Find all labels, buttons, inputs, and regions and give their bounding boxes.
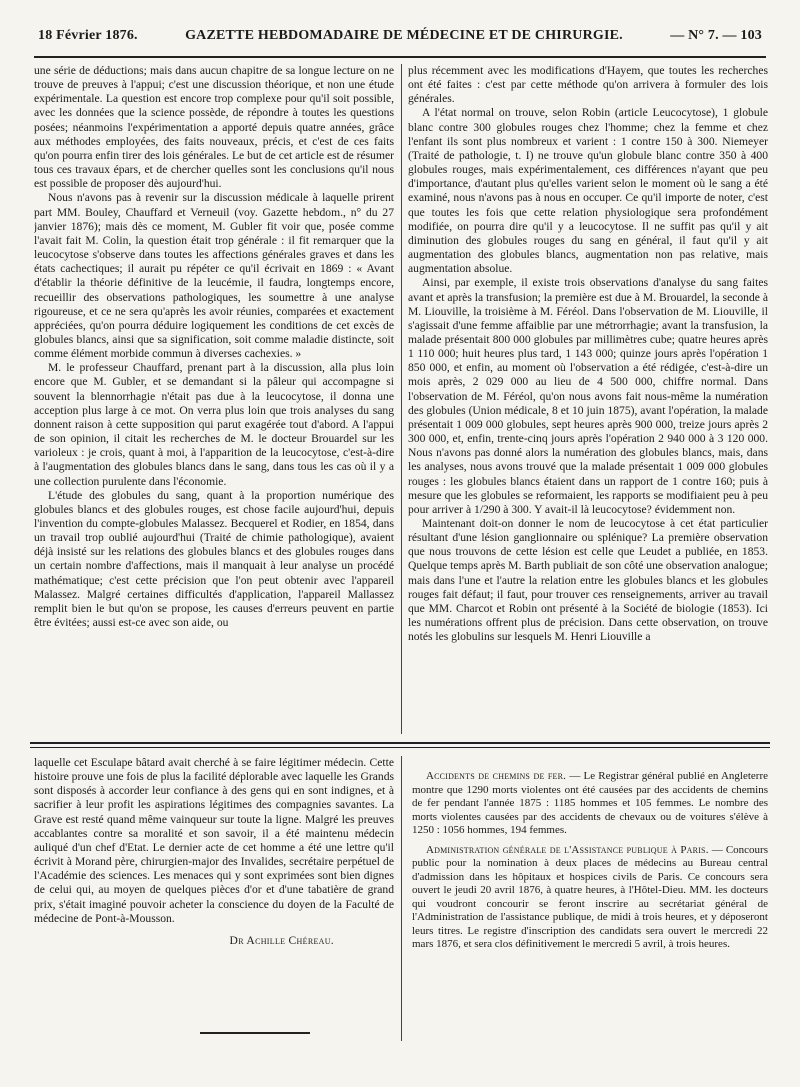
- paragraph: Ainsi, par exemple, il existe trois observations d'analyse du sang faites avant et après la transfusion; la première est due à M. Brouardel, la seconde à M. Liouville, la troisième à M. Féréol. Dans l'observation de M. Liouville, il s'agissait d'une femme affaiblie par une métrorrhagie; avant la transfusion, la malade présentait 800 000 globules par millimètres cube; quatre heures après 1 110 000; huit heures plus tard, 1 143 000; quinze jours après l'opération 1 850 000, et enfin, au moment où l'observation a été rédigée, c'est-à-dire un mois après, 2 029 000 au lieu de 4 500 000, chiffre normal. Dans l'observation de M. Féréol, qu'on nous avons fait nous-même la numération des globules (Union médicale, 8 et 10 juin 1875), avant l'opération, la malade présentait 1 009 000 globules, sept heures après 900 000, treize jours après 2 300 000, et, enfin, trente-cinq jours après l'opération 2 940 000 à 3 120 000. Nous n'avons pas donné alors la numération des globules blancs, mais, dans les analyses, nous avons trouvé que la malade présentait 1 009 000 globules rouges : les globules blancs étaient dans un rapport de 1 contre 160; puis à mesure que les globules se reformaient, les rapports se modifiaient peu à peu pour arriver à 1/290 à 300. Y avait-il là leucocytose? évidemment non.: [408, 276, 768, 516]
- author-signature: Dr Achille Chéreau.: [229, 933, 334, 947]
- section-rule-thin: [30, 747, 770, 748]
- header-issue-page: — N° 7. — 103: [670, 28, 762, 43]
- paragraph: plus récemment avec les modifications d'Hayem, que toutes les recherches ont été faites : c'est par cette méthode qu'on arrivera à formuler des lois générales.: [408, 64, 768, 106]
- news-kicker: Accidents de chemins de fer.: [426, 770, 567, 782]
- paragraph: une série de déductions; mais dans aucun chapitre de sa longue lecture on ne trouve de preuves à l'appui; c'est une discussion théorique, et non une étude expérimentale. La question est encore trop complexe pour qu'il soit possible, avec les données que la science possède, de répondre à toutes les questions posées; néanmoins l'expérimentation a apporté depuis quatre années, grâce aux méthodes employées, des faits nouveaux, précis, et c'est de ces faits qu'on pourra enfin tirer des lois générales. Le but de cet article est de résumer tous ces travaux épars, et de chercher quelles sont les conclusions qu'il nous est possible de proposer dès aujourd'hui.: [34, 64, 394, 191]
- section-rule: [30, 742, 770, 744]
- column-feuilleton: [34, 756, 394, 1026]
- column-top-left: [34, 64, 394, 734]
- paragraph: laquelle cet Esculape bâtard avait cherché à se faire légitimer médecin. Cette histoire prouve une fois de plus la facilité déplorable avec laquelle les Grands sont disposés à accorder leur confiance à des gens qui en sont indignes, et à sacrifier à leur profit les aspirations légitimes des compagnies savantes. La Grave est resté quand même vainqueur sur toute la ligne. Malgré les preuves accablantes contre sa moralité et son savoir, il a été maintenu médecin auliqué d'un chef d'Etat. Le dernier acte de cet homme a été une lettre qu'il écrivit à Morand père, chirurgien-major des Invalides, secrétaire perpétuel de l'Académie des sciences. Les menaces qui y sont exprimées sont bien dignes de celui qui, au moyen de quelques pièces d'or et d'une tabatière de grand prix, s'était imaginé pouvoir acheter la conscience du doyen de la Faculté de médecine de Pont-à-Mousson.: [34, 756, 394, 925]
- header-date: 18 Février 1876.: [38, 28, 138, 43]
- paragraph: M. le professeur Chauffard, prenant part à la discussion, alla plus loin encore que M. Gubler, et se demandant si la pâleur qui accompagne si souvent la blennorrhagie n'était pas due à la leucocytose, il donna une acception plus large à ce mot. On verra plus loin que trois analyses du sang donnent raison à cette supposition qui parut exagérée tout d'abord. A l'appui de son opinion, il citait les recherches de M. le docteur Brouardel sur les varioleux : je crois, quant à moi, à l'apparition de la leucocytose, c'est-à-dire à l'augmentation des globules blancs dans le sang, dans tous les cas où il y a une collection purulente dans l'économie.: [34, 361, 394, 488]
- end-rule: [200, 1032, 310, 1034]
- paragraph: A l'état normal on trouve, selon Robin (article Leucocytose), 1 globule blanc contre 300 globules rouges chez l'homme; chez la femme et chez l'enfant ils sont plus nombreux et varient : 1 contre 150 à 300. Niemeyer (Traité de pathologie, t. I) ne trouve qu'un globule blanc contre 350 à 400 globules rouges, mais expérimentalement, ces différences n'ayant que peu d'importance, d'autant plus qu'elles varient selon le moment où le sang a été examiné, nous n'avons pas à nous en occuper. Ce qu'il importe de noter, c'est que toutes les fois que cette relation physiologique sera profondément modifiée, on pourra dire qu'il y a leucocytose. Il ne suffit pas qu'il y ait diminution des globules rouges du sang en général, il faut qu'il y ait augmentation des globules blancs, augmentation non pas relative, mais augmentation absolue.: [408, 106, 768, 276]
- paragraph: Nous n'avons pas à revenir sur la discussion médicale à laquelle prirent part MM. Bouley, Chauffard et Verneuil (voy. Gazette hebdom., n° du 27 janvier 1876); mais dès ce moment, M. Gubler fit voir que, posée comme l'avait fait M. Colin, la question était trop générale : il fit remarquer que la leucocytose s'observe dans toutes les affections générales graves et dans les états cachectiques; il aurait pu répéter ce qu'il écrivait en 1869 : « Avant d'établir la théorie définitive de la leucémie, il faudra, longtemps encore, recueillir des observations pathologiques, les soumettre à une analyse rigoureuse, et ce ne sera qu'après les avoir réunies, comparées et exactement appréciées, qu'on pourra déduire logiquement les conditions de cet excès de globules blancs, ainsi que sa signification, soit comme maladie distincte, soit comme élément morbide commun à diverses cachexies. »: [34, 191, 394, 361]
- news-kicker: Administration générale de l'Assistance publique à Paris.: [426, 843, 709, 856]
- column-divider: [401, 756, 402, 1041]
- news-text: — Le Registrar général publié en Angleterre montre que 1290 morts violentes ont été causées par des accidents de chemins de fer pendant l'année 1875 : 1185 hommes et 105 femmes. Le nombre des morts violentes causées par des accidents de chevaux ou de voitures s'élève à 1250 : 1056 hommes, 194 femmes.: [412, 770, 768, 836]
- paragraph: L'étude des globules du sang, quant à la proportion numérique des globules blancs et des globules rouges, est chose facile aujourd'hui, depuis l'invention du compte-globules Malassez. Becquerel et Rodier, en 1854, dans un travail trop oublié aujourd'hui (Traité de chimie pathologique), avaient déjà insisté sur les relations des globules blancs et des globules rouges dans un certain nombre d'affections, mais il manquait à leur analyse un procédé mathématique; c'est cette précision que l'on peut obtenir avec l'appareil Malassez. Malgré certaines difficultés d'application, l'appareil Mallassez remplit bien le but qu'on se propose, les causes d'erreurs peuvent en partie être évitées; aussi est-ce avec son aide, ou: [34, 488, 394, 630]
- news-item: [412, 770, 768, 838]
- paragraph: Maintenant doit-on donner le nom de leucocytose à cet état particulier résultant d'une lésion ganglionnaire ou splénique? La première observation que nous trouvons de cette lésion est celle que Leudet a publiée, en 1853. Quelque temps après M. Barth publiait de son côté une observation analogue; mais dans l'une et l'autre la relation entre les globules blancs et les globules rouges fait défaut; il faut, pour trouver ces renseignements, arriver au travail que MM. Charcot et Robin ont présenté à la Société de biologie (1853). Ici les numérations offrent plus de précision. Dans cette observation, on trouve notés les globulins sur lesquels M. Henri Liouville a: [408, 517, 768, 644]
- news-item: [412, 844, 768, 952]
- column-news: [412, 770, 768, 1070]
- news-text: — Concours public pour la nomination à deux places de médecins au Bureau central d'admission dans les hôpitaux et hospices civils de Paris. Ce concours sera ouvert le jeudi 20 avril 1876, à quatre heures, à l'Hôtel-Dieu. MM. les docteurs qui voudront concourir se feront inscrire au secrétariat général de l'Administration de l'assistance publique, de midi à trois heures, et y déposeront leurs titres. Le registre d'inscription des candidats sera ouvert le mercredi 22 mars 1876, et sera clos définitivement le mercredi 5 avril, à trois heures.: [412, 843, 768, 950]
- column-divider: [401, 64, 402, 734]
- running-header: [38, 28, 762, 52]
- column-top-right: [408, 64, 768, 734]
- header-rule: [34, 56, 766, 58]
- header-journal-title: GAZETTE HEBDOMADAIRE DE MÉDECINE ET DE CHIRURGIE.: [185, 28, 623, 43]
